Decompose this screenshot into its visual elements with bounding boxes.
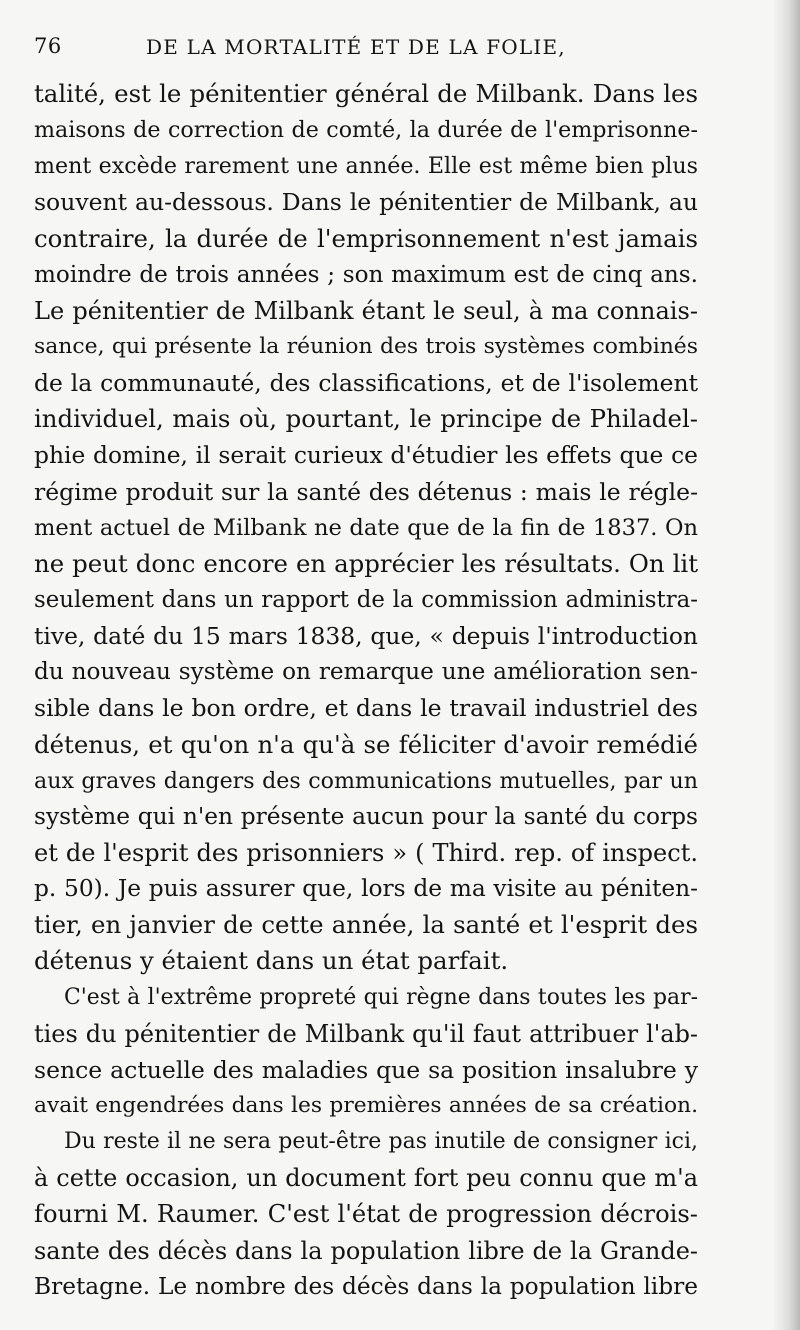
text-line: Bretagne. Le nombre des décès dans la population libre [34,1272,698,1300]
paragraph-3 [34,1124,698,1305]
text-line: maisons de correction de comté, la durée de l'emprisonne- [34,117,698,144]
text-line: C'est à l'extrême propreté qui règne dans toutes les par- [64,984,698,1010]
text-line: système qui n'en présente aucun pour la santé du corps [34,802,698,830]
text-line: individuel, mais où, pourtant, le principe de Philadel- [34,404,698,434]
running-head: DE LA MORTALITÉ ET DE LA FOLIE, [146,35,566,59]
paragraph-2 [34,980,698,1125]
text-line: sante des décès dans la population libre de la Grande- [34,1236,698,1265]
text-line: contraire, la durée de l'emprisonnement n'est jamais [34,223,698,253]
text-line: p. 50). Je puis assurer que, lors de ma visite au péniten- [34,875,698,903]
text-line: à cette occasion, un document fort peu connu que m'a [34,1164,698,1193]
text-line: et de l'esprit des prisonniers » ( Third. rep. of inspect. [34,838,698,867]
text-line: seulement dans un rapport de la commission administra- [34,586,698,613]
text-line: tive, daté du 15 mars 1838, que, « depuis l'introduction [34,622,698,651]
text-line: ment actuel de Milbank ne date que de la fin de 1837. On [34,514,698,541]
text-line: talité, est le pénitentier général de Milbank. Dans les [34,79,698,108]
text-line: tier, en janvier de cette année, la santé et l'esprit des [34,910,698,940]
page-number: 76 [34,34,62,58]
text-line: régime produit sur la santé des détenus : mais le régle- [34,477,698,506]
text-line: Du reste il ne sera peut-être pas inutile de consigner ici, [64,1129,698,1155]
text-line: détenus, et qu'on n'a qu'à se féliciter d'avoir remédié [34,729,698,759]
text-line: sance, qui présente la réunion des trois systèmes combinés [34,333,698,359]
text-line: fourni M. Raumer. C'est l'état de progression décrois- [34,1200,698,1229]
text-line: ment excède rarement une année. Elle est même bien plus [34,153,698,180]
paragraph-1 [34,76,698,980]
text-line: sible dans le bon ordre, et dans le travail industriel des [34,694,698,723]
text-line: Le pénitentier de Milbank étant le seul, à ma connais- [34,296,698,325]
text-line: aux graves dangers des communications mutuelles, par un [34,767,698,794]
text-line: ne peut donc encore en apprécier les résultats. On lit [34,548,698,578]
text-line: souvent au-dessous. Dans le pénitentier de Milbank, au [34,188,698,217]
page-gutter-shadow [772,0,800,1330]
text-line: moindre de trois années ; son maximum est de cinq ans. [34,261,698,288]
text-line: avait engendrées dans les premières années de sa création. [34,1092,698,1118]
text-line: du nouveau système on remarque une amélioration sen- [34,659,698,686]
text-line: de la communauté, des classifications, et de l'isolement [34,369,698,398]
text-line: détenus y étaient dans un état parfait. [34,946,509,976]
text-line: ties du pénitentier de Milbank qu'il faut attribuer l'ab- [34,1019,698,1048]
text-line: phie domine, il serait curieux d'étudier les effets que ce [34,441,698,470]
page-header [34,34,734,64]
body-text [34,76,698,1305]
text-line: sence actuelle des maladies que sa position insalubre y [34,1055,698,1084]
